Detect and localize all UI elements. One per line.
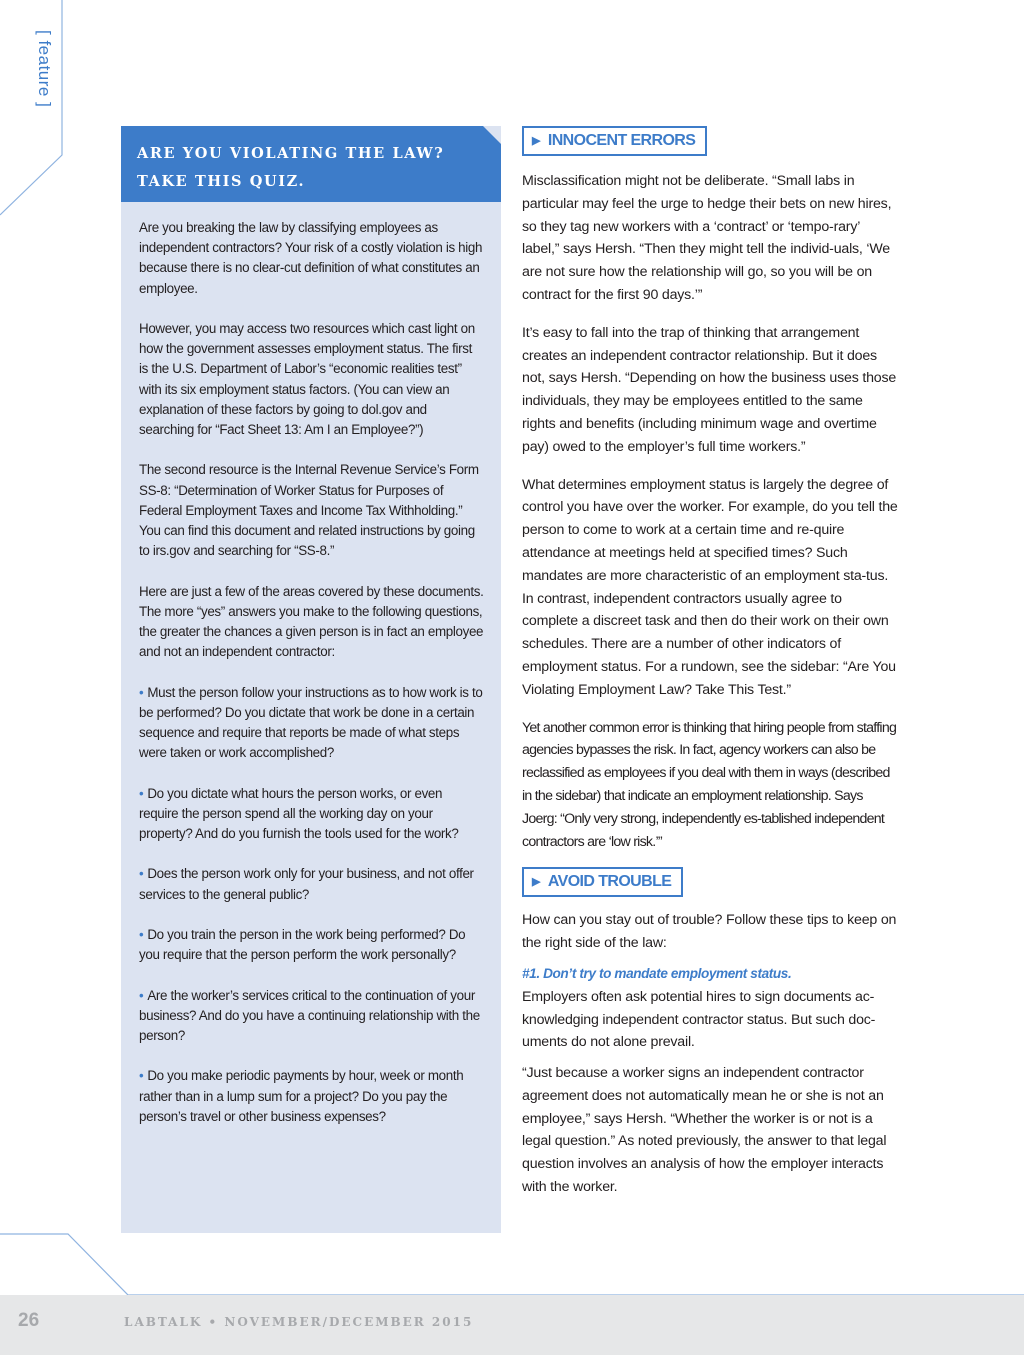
section-tag: [ feature ] xyxy=(35,30,54,108)
sidebar-title xyxy=(137,140,477,196)
sidebar-header xyxy=(121,126,501,202)
article-paragraph: It’s easy to fall into the trap of thinking that arrangement creates an independent contractor relationship. But it does not, says Hersh. “Depending on how the business uses those individuals, they may be employees entitled to the same rights and benefits (including minimum wage and overtime pay) owed to the employer’s full time workers.” xyxy=(522,324,897,455)
quiz-bullet xyxy=(139,864,484,904)
sidebar-paragraph: The second resource is the Internal Revenue Service’s Form SS-8: “Determination of Worker Status for Purposes of Federal Employment Taxes and Income Tax Withholding.” You can find this document and related instructions by going to irs.gov and searching for “SS-8.” xyxy=(139,462,479,559)
sidebar-body xyxy=(139,218,484,1147)
bullet-dot-icon: • xyxy=(139,684,144,700)
article-paragraph: Employers often ask potential hires to sign documents ac-knowledging independent contractor status. But such doc-uments do not alone prevail. xyxy=(522,988,876,1051)
sidebar-paragraph: However, you may access two resources which cast light on how the government assesses employment status. The first is the U.S. Department of Labor’s “economic realities test” with its six employment status factors. (You can view an explanation of these factors by going to dol.gov and searching for “Fact Sheet 13: Am I an Employee?”) xyxy=(139,321,475,438)
article-paragraph: How can you stay out of trouble? Follow these tips to keep on the right side of the law: xyxy=(522,912,897,952)
sidebar-paragraph: Are you breaking the law by classifying employees as independent contractors? Your risk of a costly violation is high because there is no clear-cut definition of what constitutes an employee. xyxy=(139,220,483,296)
bullet-dot-icon: • xyxy=(139,987,144,1003)
bullet-dot-icon: • xyxy=(139,866,144,882)
quiz-bullet-text: Are the worker’s services critical to the continuation of your business? And do you have a continuing relationship with the person? xyxy=(139,987,480,1043)
sidebar-title-line-2: TAKE THIS QUIZ. xyxy=(137,173,306,190)
quiz-bullet xyxy=(139,784,484,845)
article-paragraph: What determines employment status is largely the degree of control you have over the worker. For example, do you tell the person to come to work at a certain time and re-quire attendance at meetings held at specified times? Such mandates are more characteristic of an employment sta-tus. In contrast, independent contractors usually agree to complete a discreet task and then do their work on their own schedules. There are a number of other indicators of employment status. For a rundown, see the sidebar: “Are You Violating Employment Law? Take This Test.” xyxy=(522,476,898,698)
sidebar-paragraph: Here are just a few of the areas covered by these documents. The more “yes” answers you make to the following questions, the greater the chances a given person is in fact an employee and not an independent contractor: xyxy=(139,583,484,660)
article-paragraph: Misclassification might not be deliberate. “Small labs in particular may feel the urge to hedge their bets on new hires, so they tag new workers with a ‘contract’ or ‘tempo-rary’ label,” says Hersh. “Then they might tell the individ-uals, ‘We are not sure how the relationship will go, so you will be on contract for the first 90 days.’” xyxy=(522,173,892,303)
article-column xyxy=(522,126,899,1199)
bullet-dot-icon: • xyxy=(139,927,144,942)
article-paragraph: Yet another common error is thinking that hiring people from staffing agencies bypasses the risk. In fact, agency workers can also be reclassified as employees if you deal with them in ways (described in the sidebar) that indicate an employment relationship. Says Joerg: “Only very strong, independently es-tablished independent contractors are ‘low risk.’” xyxy=(522,719,897,850)
quiz-bullet-text: Do you train the person in the work being performed? Do you require that the person perform the work personally? xyxy=(139,927,466,963)
quiz-bullet xyxy=(139,683,484,764)
heading-avoid-trouble-label: AVOID TROUBLE xyxy=(547,873,672,891)
page-number: 26 xyxy=(18,1310,40,1331)
play-arrow-icon: ▶ xyxy=(532,135,540,147)
heading-innocent-errors-label: INNOCENT ERRORS xyxy=(547,132,696,149)
heading-avoid-trouble xyxy=(522,867,683,897)
bullet-dot-icon: • xyxy=(139,1068,144,1084)
quiz-bullet-text: Must the person follow your instructions as to how work is to be performed? Do you dictate that work be done in a certain sequence and require that reports be made of what steps were taken or work accomplished? xyxy=(139,684,483,761)
quiz-bullet xyxy=(139,925,484,965)
heading-innocent-errors xyxy=(522,126,707,156)
quiz-bullet xyxy=(139,986,484,1047)
play-arrow-icon: ▶ xyxy=(532,876,540,889)
quiz-bullet xyxy=(139,1066,484,1127)
article-paragraph: “Just because a worker signs an independent contractor agreement does not automatically mean he or she is not an employee,” says Hersh. “Whether the worker is or not is a legal question.” As noted previously, the answer to that legal question involves an analysis of how the employer interacts with the worker. xyxy=(522,1065,887,1196)
quiz-sidebar xyxy=(121,126,501,1233)
publication-footer: LABTALK • NOVEMBER/DECEMBER 2015 xyxy=(124,1315,474,1329)
tip-title: #1. Don’t try to mandate employment status. xyxy=(522,965,792,981)
quiz-bullet-text: Do you make periodic payments by hour, week or month rather than in a lump sum for a project? Do you pay the person’s travel or other business expenses? xyxy=(139,1068,464,1124)
quiz-bullet-text: Do you dictate what hours the person works, or even require the person spend all the working day on your property? And do you furnish the tools used for the work? xyxy=(139,785,459,842)
quiz-bullet-text: Does the person work only for your business, and not offer services to the general public? xyxy=(139,866,474,902)
sidebar-title-line-1: ARE YOU VIOLATING THE LAW? xyxy=(137,145,445,162)
bullet-dot-icon: • xyxy=(139,785,144,801)
